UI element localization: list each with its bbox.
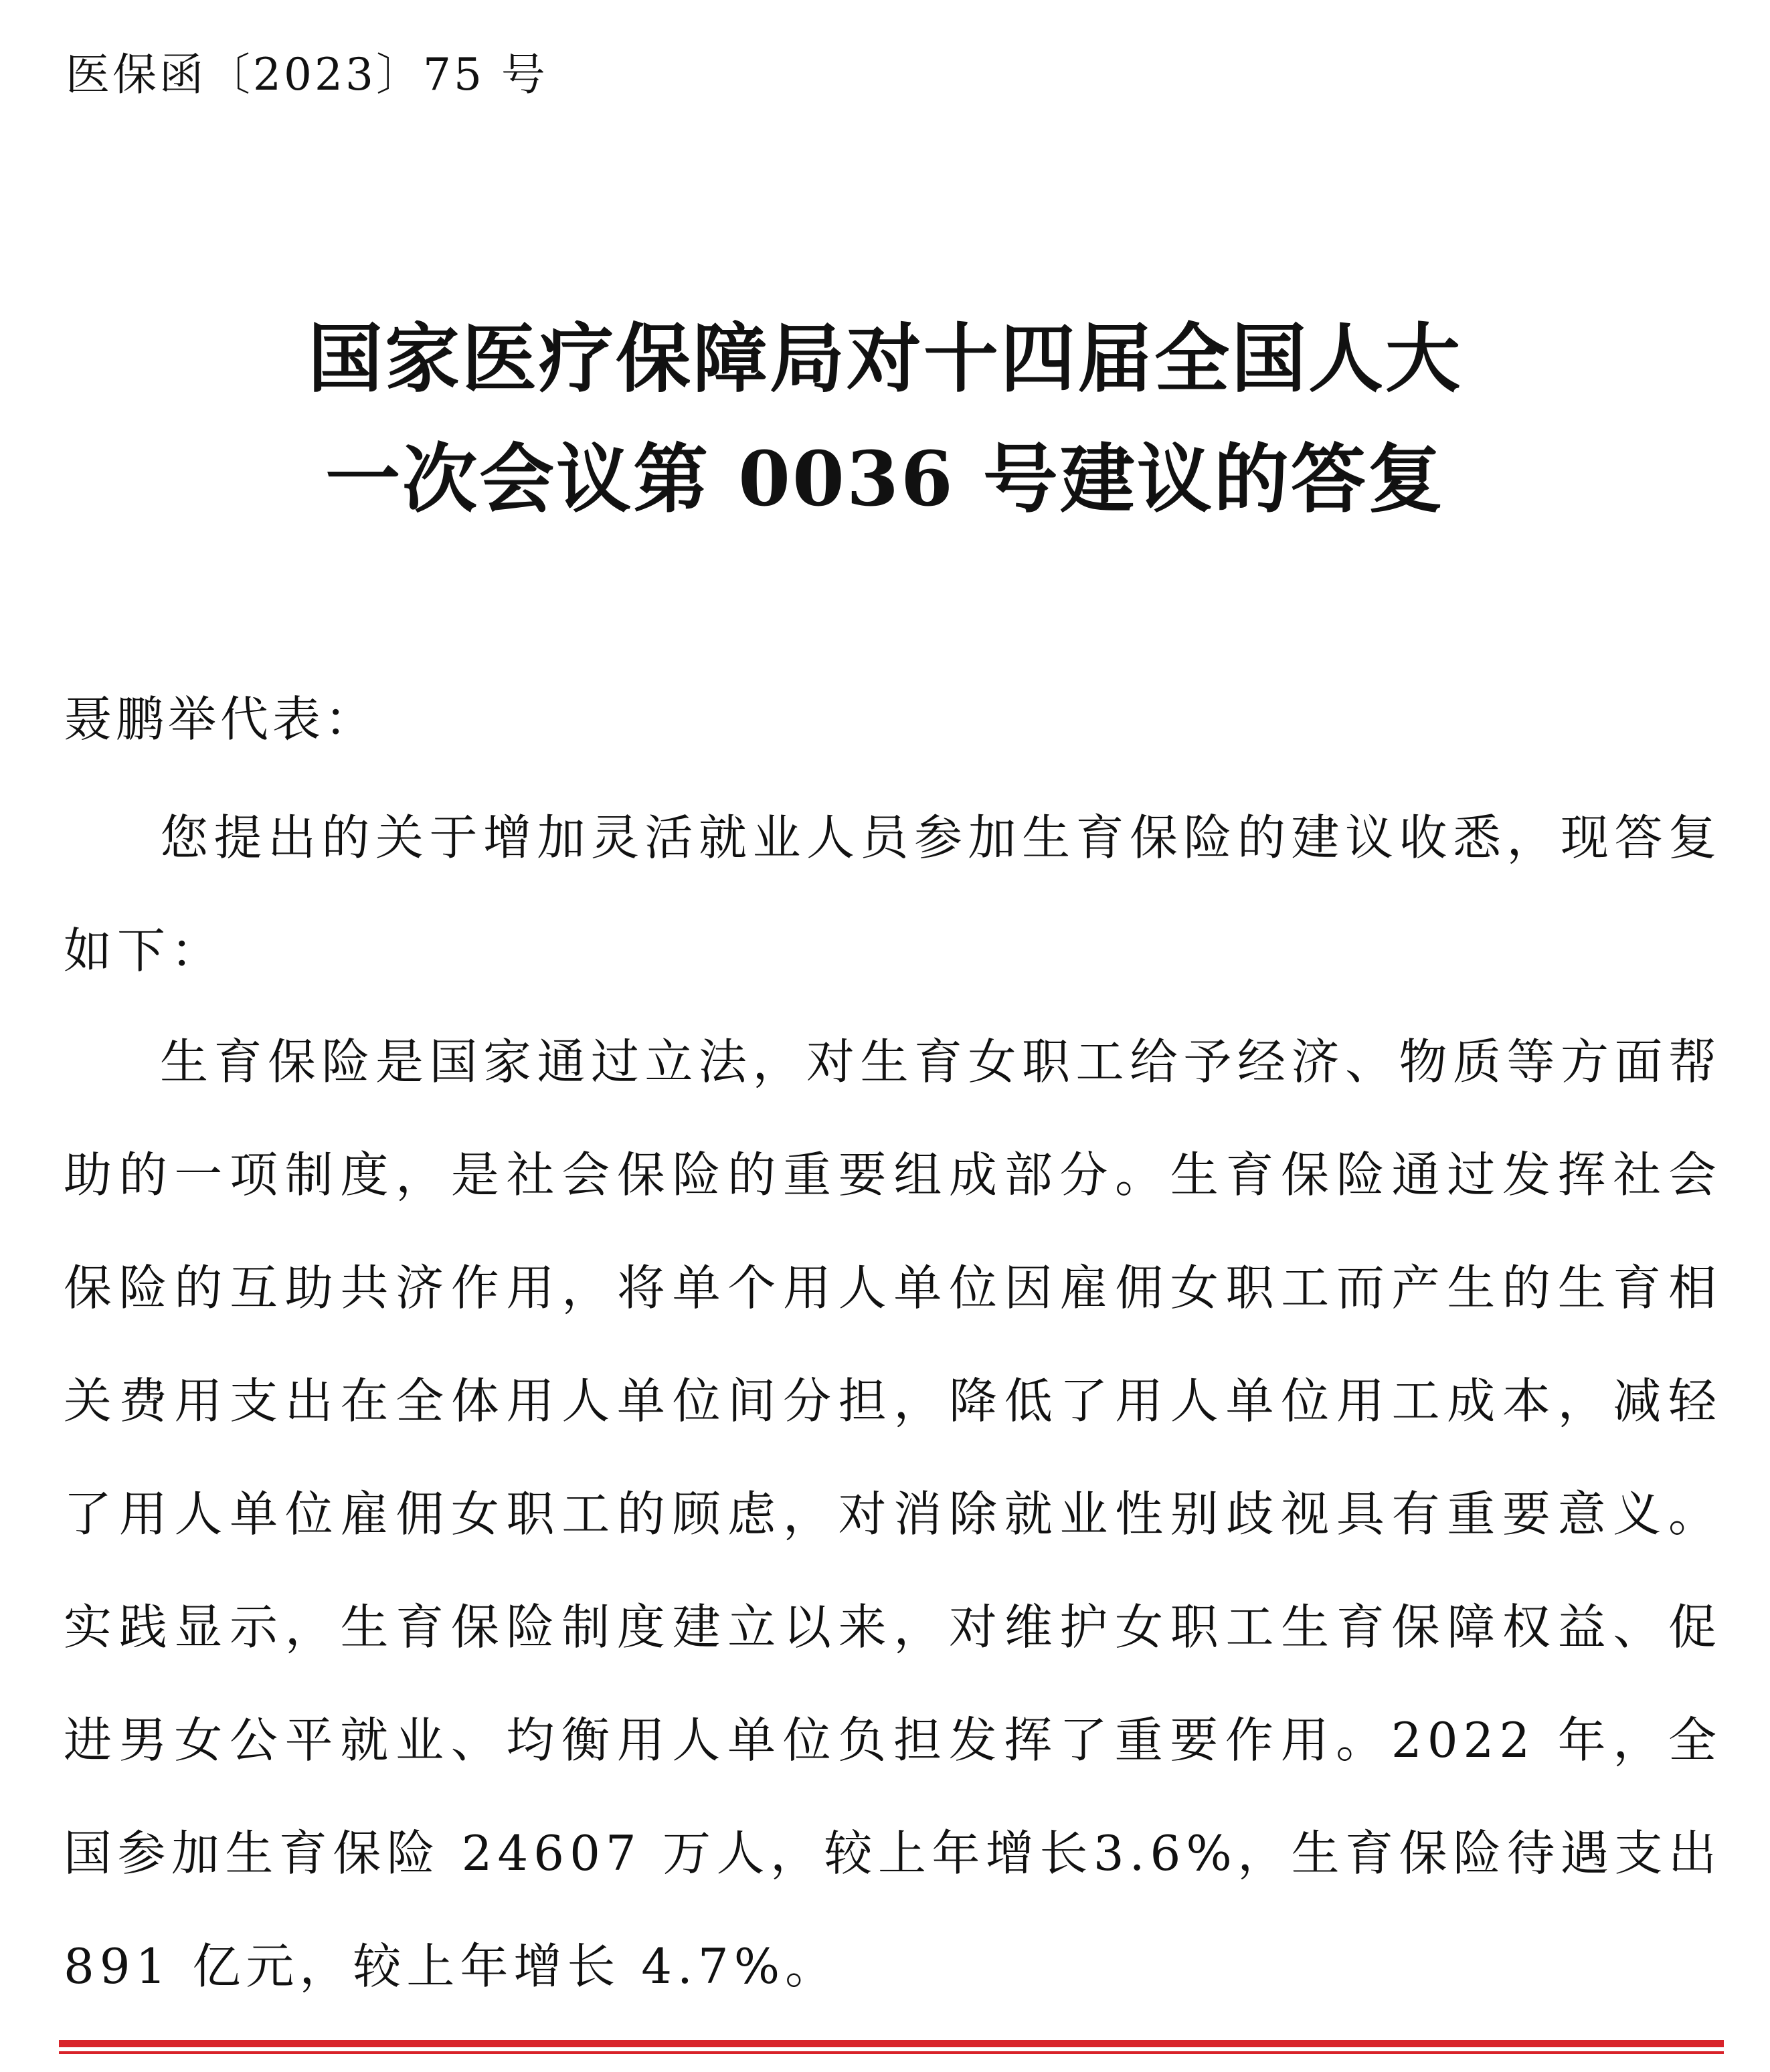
red-rule-thick [59,2040,1724,2047]
salutation: 聂鹏举代表： [64,691,377,747]
title-line-1: 国家医疗保障局对十四届全国人大 [308,315,1462,403]
red-rule-thin [59,2051,1724,2054]
document-number: 医保函〔2023〕75 号 [66,49,548,100]
title-line-2: 一次会议第 0036 号建议的答复 [325,436,1445,523]
body-paragraph-1: 您提出的关于增加灵活就业人员参加生育保险的建议收悉，现答复如下： [64,810,1722,979]
body-paragraph-2: 生育保险是国家通过立法，对生育女职工给予经济、物质等方面帮助的一项制度，是社会保险的重要组成部分。生育保险通过发挥社会保险的互助共济作用，将单个用人单位因雇佣女职工而产生的生育相关费用支出在全体用人单位间分担，降低了用人单位用工成本，减轻了用人单位雇佣女职工的顾虑，对消除就业性别歧视具有重要意义。实践显示，生育保险制度建立以来，对维护女职工生育保障权益、促进男女公平就业、均衡用人单位负担发挥了重要作用。2022 年，全国参加生育保险 24607 万人，较上年增长3.6%，生育保险待遇支出 891 亿元，较上年增长 4.7%。 [64,1034,1722,1994]
